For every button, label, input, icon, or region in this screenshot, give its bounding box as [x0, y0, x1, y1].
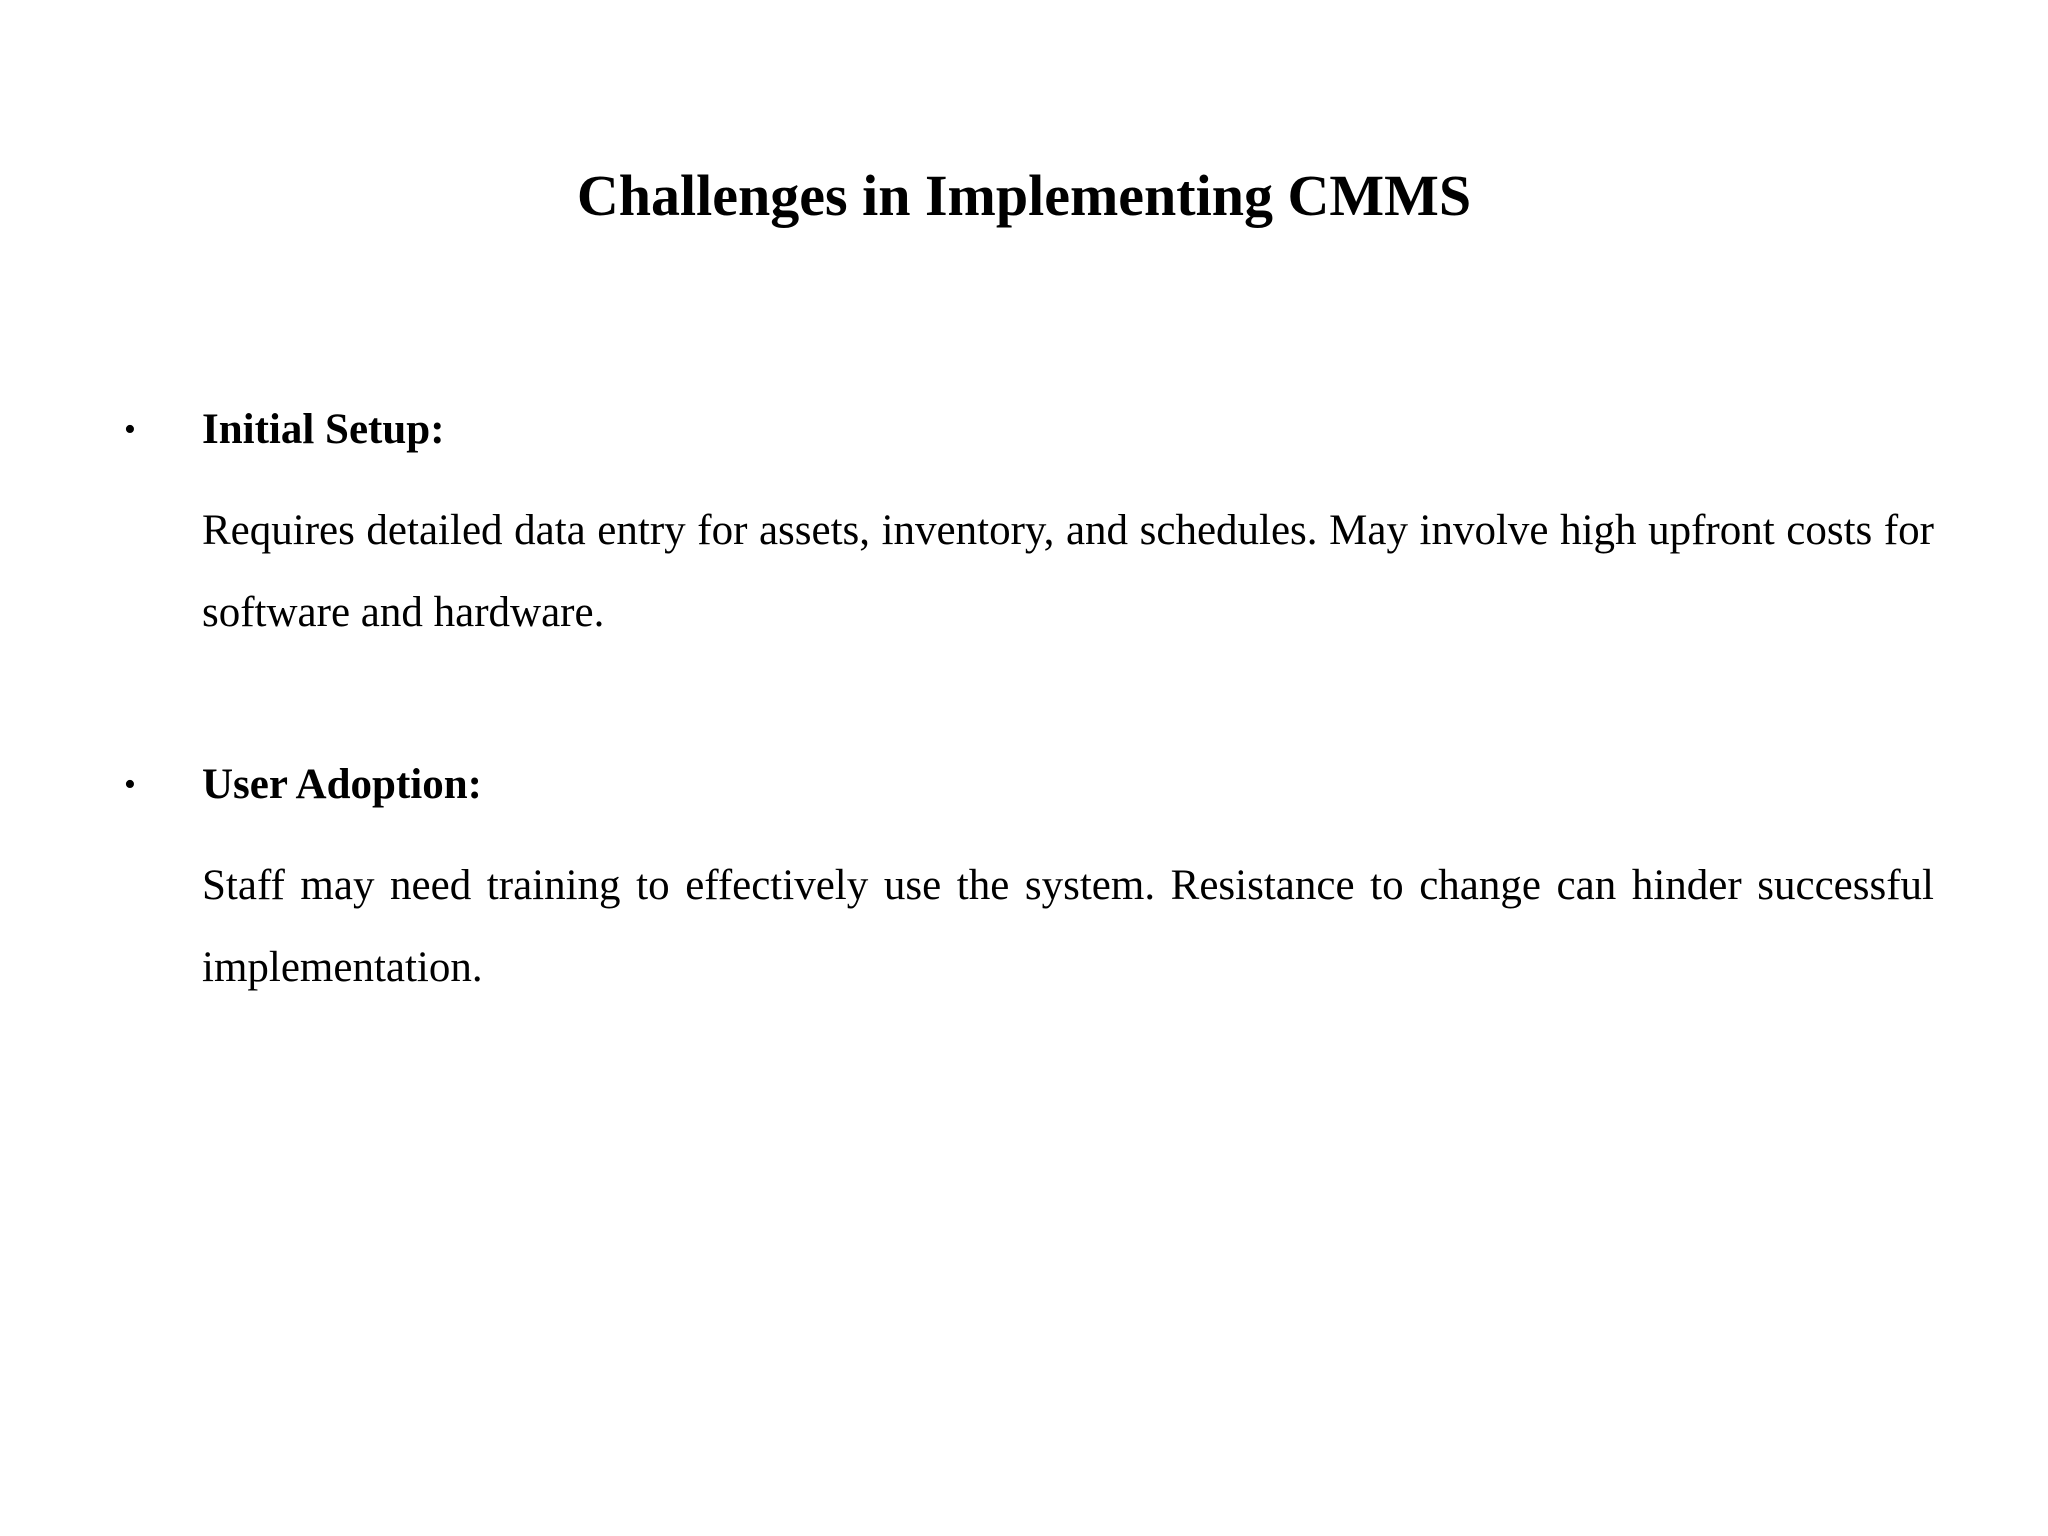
slide-title: Challenges in Implementing CMMS [576, 163, 1472, 228]
bullet-heading: User Adoption: [202, 761, 482, 808]
bullet-heading: Initial Setup: [202, 406, 445, 453]
bullet-icon: • [124, 766, 136, 803]
bullet-body: Staff may need training to effectively use the system. Resistance to change can hinder successful implementation. [202, 862, 1934, 991]
bullet-icon: • [124, 411, 136, 448]
bullet-body: Requires detailed data entry for assets, inventory, and schedules. May involve high upfront costs for software and hardware. [202, 507, 1934, 636]
